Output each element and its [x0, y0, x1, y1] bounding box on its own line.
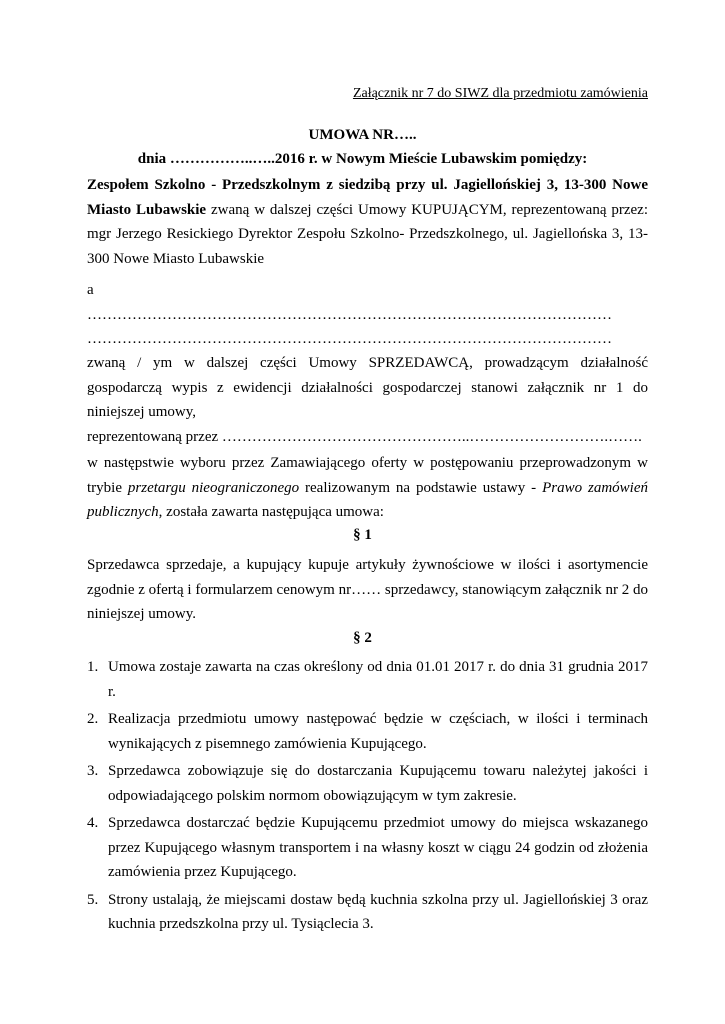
list-item	[87, 811, 648, 885]
seller-description: zwaną / ym w dalszej części Umowy SPRZEDAWCĄ, prowadzącym działalność gospodarczą wypis z ewidencji działalności gospodarczej stanowi załącznik nr 1 do niniejszej umowy,	[87, 355, 648, 420]
list-item-text: Realizacja przedmiotu umowy następować będzie w częściach, w ilości i terminach wynikających z pisemnego zamówienia Kupującego.	[108, 711, 648, 752]
seller-represented: reprezentowaną przez …………………………………………..……………………….…….	[87, 428, 642, 445]
list-item	[87, 655, 648, 704]
list-item-number: 5.	[87, 891, 99, 908]
list-item-text: Umowa zostaje zawarta na czas określony od dnia 01.01 2017 r. do dnia 31 grudnia 2017 r.	[108, 659, 648, 700]
list-item-text: Strony ustalają, że miejscami dostaw będą kuchnia szkolna przy ul. Jagiellońskiej 3 oraz kuchnia przedszkolna przy ul. Tysiąclecia 3.	[108, 891, 648, 932]
section-1-heading: § 1	[353, 527, 372, 543]
dotted-line-1	[87, 303, 648, 328]
intro-italic-law: Prawo zamówień publicznych	[87, 479, 648, 520]
intro-paragraph	[87, 451, 648, 525]
contract-dateline: dnia ……………..…..2016 r. w Nowym Mieście Lubawskim pomiędzy:	[137, 151, 588, 167]
seller-paragraph	[87, 351, 648, 449]
list-item	[87, 759, 648, 808]
dotted-line-2-text: ……………………………………………………………………………………………	[87, 331, 612, 347]
list-item-number: 4.	[87, 815, 99, 831]
buyer-paragraph	[87, 173, 648, 271]
buyer-name: Zespołem Szkolno - Przedszkolnym z siedzibą przy ul. Jagiellońskiej 3, 13-300 Nowe Miasto Lubawskie	[87, 177, 648, 218]
list-item-text: Sprzedawca zobowiązuje się do dostarczania Kupującemu towaru należytej jakości i odpowiadającego polskim normom obowiązującym w tym zakresie.	[108, 763, 648, 804]
section-2-list	[87, 655, 648, 937]
dotted-line-1-text: ……………………………………………………………………………………………	[87, 307, 612, 323]
section-2-heading: § 2	[353, 630, 372, 646]
list-item-number: 1.	[87, 659, 99, 675]
contract-title: UMOWA NR…..	[308, 127, 417, 143]
list-item-number: 3.	[87, 763, 99, 779]
list-item-text: Sprzedawca dostarczać będzie Kupującemu przedmiot umowy do miejsca wskazanego przez Kupującego własnym transportem i na własny koszt w ciągu 24 godzin od złożenia zamówienia przez Kupującego.	[108, 815, 648, 880]
intro-part-2: realizowanym na podstawie ustawy -	[299, 479, 543, 496]
list-item	[87, 707, 648, 756]
intro-part-3: , została zawarta następująca umowa:	[158, 504, 384, 520]
list-item-number: 2.	[87, 711, 99, 727]
annex-reference: Załącznik nr 7 do SIWZ dla przedmiotu zamówienia	[352, 86, 648, 101]
section-1-text: Sprzedawca sprzedaje, a kupujący kupuje artykuły żywnościowe w ilości i asortymencie zgodnie z ofertą i formularzem cenowym nr…… sprzedawcy, stanowiącym załącznik nr 2 do niniejszej umowy.	[87, 557, 648, 622]
intro-part-1: w następstwie wyboru przez Zamawiającego oferty w postępowaniu przeprowadzonym w trybie	[87, 455, 648, 496]
conjunction-a: a	[87, 282, 94, 298]
buyer-description: zwaną w dalszej części Umowy KUPUJĄCYM, reprezentowaną przez: mgr Jerzego Resickiego Dyrektor Zespołu Szkolno- Przedszkolnego, ul. Jagiellońska 3, 13-300 Nowe Miasto Lubawskie	[87, 201, 649, 267]
list-item	[87, 888, 648, 937]
intro-italic-procedure: przetargu nieograniczonego	[127, 479, 300, 496]
dotted-line-2	[87, 327, 648, 352]
